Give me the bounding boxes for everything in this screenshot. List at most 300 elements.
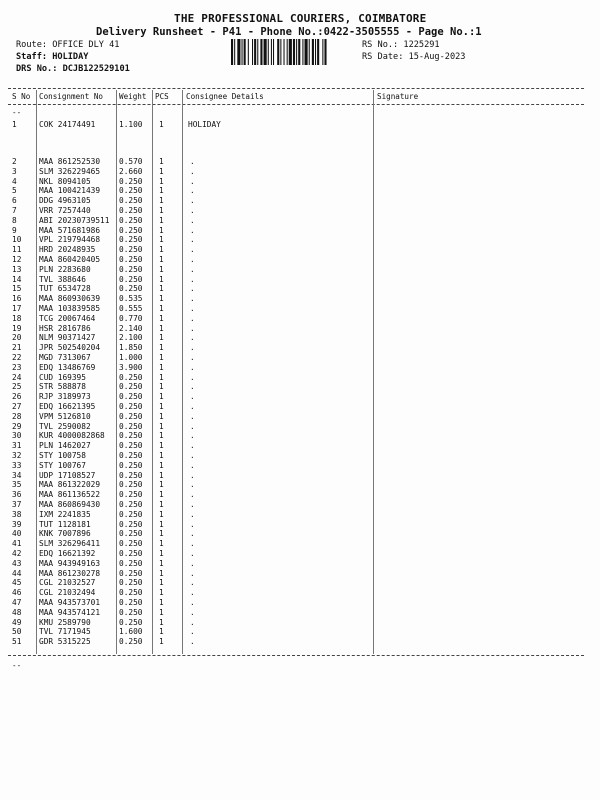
cell-pcs: 1 xyxy=(159,568,164,578)
table-row xyxy=(0,363,600,373)
cell-sno: 51 xyxy=(12,637,22,647)
cell-weight: 0.250 xyxy=(119,519,143,529)
cell-weight: 0.250 xyxy=(119,382,143,392)
cell-consignment: MGD 7313067 xyxy=(39,353,91,362)
cell-weight: 0.250 xyxy=(119,509,143,519)
table-row xyxy=(0,382,600,392)
barcode-bar xyxy=(244,39,246,65)
cell-sno: 12 xyxy=(12,255,22,264)
cell-consignee-mark: . xyxy=(190,431,195,441)
cell-consignment: TVL 388646 xyxy=(39,274,86,284)
cell-pcs: 1 xyxy=(159,588,164,598)
cell-consignment: MAA 860930639 xyxy=(39,294,101,304)
cell-consignee-mark: . xyxy=(190,215,195,225)
table-row xyxy=(0,186,600,196)
cell-consignee-mark: . xyxy=(190,411,195,421)
cell-pcs: 1 xyxy=(159,529,164,539)
cell-sno: 6 xyxy=(12,196,17,206)
barcode-bar xyxy=(257,39,258,65)
cell-consignment: EDQ 16621395 xyxy=(39,402,96,411)
cell-consignment: TUT 1128181 xyxy=(39,519,91,529)
cell-sno: 50 xyxy=(12,627,22,637)
barcode-bar xyxy=(309,39,310,65)
cell-sno: 7 xyxy=(12,206,17,215)
cell-weight: 0.535 xyxy=(119,294,143,304)
cell-weight: 0.250 xyxy=(119,186,143,196)
cell-weight: 1.100 xyxy=(119,120,143,129)
table-row xyxy=(0,529,600,539)
cell-consignment: MAA 861322029 xyxy=(39,480,101,490)
barcode-bar xyxy=(237,39,240,65)
cell-pcs: 1 xyxy=(159,441,164,451)
cell-weight: 0.250 xyxy=(119,411,143,421)
cell-weight: 0.250 xyxy=(119,372,143,382)
cell-pcs: 1 xyxy=(159,333,164,343)
cell-consignee-mark: . xyxy=(190,196,195,206)
cell-consignee-mark: . xyxy=(190,490,195,500)
table-row xyxy=(0,578,600,588)
table-row xyxy=(0,461,600,471)
cell-weight: 0.250 xyxy=(119,558,143,568)
table-row xyxy=(0,275,600,285)
table-row xyxy=(0,206,600,216)
cell-consignment: HRD 20248935 xyxy=(39,245,96,255)
cell-sno: 44 xyxy=(12,568,22,578)
cell-consignee-mark: . xyxy=(190,166,195,176)
rs-date: RS Date: 15-Aug-2023 xyxy=(362,52,466,62)
table-row xyxy=(0,167,600,177)
table-row xyxy=(0,196,600,206)
table-row xyxy=(0,637,600,647)
cell-sno: 1 xyxy=(12,120,17,129)
cell-consignee-mark: . xyxy=(190,157,195,166)
cell-consignment: KNK 7007896 xyxy=(39,529,91,539)
cell-consignee-mark: . xyxy=(190,323,195,333)
cell-weight: 0.250 xyxy=(119,215,143,225)
cell-consignee-mark: . xyxy=(190,225,195,235)
cell-pcs: 1 xyxy=(159,166,164,176)
barcode-bar xyxy=(252,39,253,65)
cell-consignment: SLM 326229465 xyxy=(39,166,101,176)
cell-pcs: 1 xyxy=(159,284,164,294)
barcode-bar xyxy=(296,39,297,65)
table-row xyxy=(0,333,600,343)
table-row xyxy=(0,559,600,569)
barcode-bar xyxy=(324,39,326,65)
cell-pcs: 1 xyxy=(159,607,164,617)
table-row xyxy=(0,490,600,500)
cell-weight: 3.900 xyxy=(119,362,143,372)
table-row xyxy=(0,608,600,618)
cell-pcs: 1 xyxy=(159,186,164,196)
table-row xyxy=(0,471,600,481)
table-row xyxy=(0,314,600,324)
cell-pcs: 1 xyxy=(159,120,164,129)
cell-pcs: 1 xyxy=(159,558,164,568)
cell-consignee-mark: . xyxy=(190,451,195,460)
cell-sno: 2 xyxy=(12,157,17,166)
cell-weight: 0.250 xyxy=(119,549,143,558)
cell-consignment: MAA 943949163 xyxy=(39,558,101,568)
cell-consignee-mark: . xyxy=(190,362,195,372)
cell-consignment: UDP 17108527 xyxy=(39,470,96,480)
table-row xyxy=(0,627,600,637)
cell-pcs: 1 xyxy=(159,176,164,186)
bottom-marker: -- xyxy=(12,661,22,670)
cell-sno: 48 xyxy=(12,607,22,617)
cell-weight: 0.250 xyxy=(119,206,143,215)
cell-sno: 10 xyxy=(12,235,22,245)
cell-consignment: KMU 2589790 xyxy=(39,617,91,627)
cell-sno: 49 xyxy=(12,617,22,627)
cell-pcs: 1 xyxy=(159,509,164,519)
cell-weight: 1.000 xyxy=(119,353,143,362)
cell-consignee-mark: . xyxy=(190,480,195,490)
barcode-bar xyxy=(268,39,269,65)
cell-sno: 45 xyxy=(12,578,22,588)
cell-consignee-mark: . xyxy=(190,441,195,451)
cell-sno: 19 xyxy=(12,323,22,333)
header-bottom-rule xyxy=(8,104,584,105)
table-row xyxy=(0,265,600,275)
cell-weight: 0.250 xyxy=(119,264,143,274)
cell-weight: 0.570 xyxy=(119,157,143,166)
cell-weight: 0.250 xyxy=(119,578,143,588)
cell-pcs: 1 xyxy=(159,353,164,362)
cell-sno: 14 xyxy=(12,274,22,284)
route-label: Route: OFFICE DLY 41 xyxy=(16,40,120,50)
table-bottom-rule xyxy=(8,655,584,656)
cell-sno: 9 xyxy=(12,225,17,235)
runsheet-subtitle: Delivery Runsheet - P41 - Phone No.:0422-3505555 - Page No.:1 xyxy=(96,26,482,38)
cell-pcs: 1 xyxy=(159,313,164,323)
barcode-bar xyxy=(254,39,256,65)
cell-consignee-mark: . xyxy=(190,284,195,294)
cell-sno: 36 xyxy=(12,490,22,500)
cell-consignee-mark: . xyxy=(190,235,195,245)
barcode-bar xyxy=(293,39,295,65)
cell-consignment: PLN 2283680 xyxy=(39,264,91,274)
cell-sno: 15 xyxy=(12,284,22,294)
cell-consignee-mark: . xyxy=(190,421,195,431)
rs-number: RS No.: 1225291 xyxy=(362,40,440,50)
barcode-bar xyxy=(315,39,316,65)
cell-sno: 23 xyxy=(12,362,22,372)
cell-weight: 0.250 xyxy=(119,607,143,617)
cell-consignee-mark: . xyxy=(190,460,195,470)
cell-weight: 0.250 xyxy=(119,490,143,500)
barcode-bar xyxy=(260,39,262,65)
cell-weight: 0.770 xyxy=(119,313,143,323)
cell-consignee-mark: . xyxy=(190,313,195,323)
cell-consignee-mark: . xyxy=(190,186,195,196)
barcode-bar xyxy=(322,39,323,65)
col-consignment: Consignment No xyxy=(39,92,104,101)
cell-consignment: PLN 1462027 xyxy=(39,441,91,451)
cell-weight: 0.250 xyxy=(119,529,143,539)
table-row xyxy=(0,510,600,520)
cell-sno: 21 xyxy=(12,343,22,353)
col-sno: S No xyxy=(12,92,31,101)
cell-sno: 37 xyxy=(12,500,22,509)
cell-pcs: 1 xyxy=(159,264,164,274)
cell-sno: 33 xyxy=(12,460,22,470)
cell-sno: 31 xyxy=(12,441,22,451)
cell-pcs: 1 xyxy=(159,382,164,392)
cell-consignee-mark: . xyxy=(190,264,195,274)
cell-pcs: 1 xyxy=(159,362,164,372)
cell-consignee-mark: . xyxy=(190,176,195,186)
cell-consignee-mark: . xyxy=(190,607,195,617)
cell-consignment: KUR 4000082868 xyxy=(39,431,105,441)
cell-sno: 42 xyxy=(12,549,22,558)
cell-consignment: EDQ 16621392 xyxy=(39,549,96,558)
cell-consignment: IXM 2241835 xyxy=(39,509,91,519)
cell-sno: 43 xyxy=(12,558,22,568)
cell-sno: 20 xyxy=(12,333,22,343)
cell-consignee-mark: . xyxy=(190,343,195,353)
barcode-bar xyxy=(287,39,288,65)
cell-consignment: MAA 861230278 xyxy=(39,568,101,578)
cell-consignment: MAA 861136522 xyxy=(39,490,101,500)
cell-consignment: ABI 20230739511 xyxy=(39,215,110,225)
staff-label: Staff: HOLIDAY xyxy=(16,52,89,62)
barcode-bar xyxy=(305,39,308,65)
cell-pcs: 1 xyxy=(159,255,164,264)
cell-weight: 0.250 xyxy=(119,235,143,245)
cell-sno: 16 xyxy=(12,294,22,304)
table-row xyxy=(0,618,600,628)
cell-pcs: 1 xyxy=(159,549,164,558)
col-pcs: PCS xyxy=(155,92,169,101)
table-row xyxy=(0,451,600,461)
cell-consignee-mark: . xyxy=(190,333,195,343)
table-row xyxy=(0,412,600,422)
cell-consignment: NKL 8094105 xyxy=(39,176,91,186)
cell-sno: 18 xyxy=(12,313,22,323)
cell-sno: 47 xyxy=(12,598,22,607)
cell-consignment: STY 100758 xyxy=(39,451,86,460)
barcode-bar xyxy=(234,39,235,65)
cell-pcs: 1 xyxy=(159,157,164,166)
cell-weight: 0.250 xyxy=(119,470,143,480)
cell-pcs: 1 xyxy=(159,215,164,225)
cell-pcs: 1 xyxy=(159,235,164,245)
cell-consignee-mark: . xyxy=(190,470,195,480)
cell-sno: 8 xyxy=(12,215,17,225)
cell-consignee-mark: . xyxy=(190,519,195,529)
cell-pcs: 1 xyxy=(159,392,164,402)
table-row xyxy=(0,520,600,530)
cell-consignment: TUT 6534728 xyxy=(39,284,91,294)
col-consignee: Consignee Details xyxy=(186,92,264,101)
cell-sno: 39 xyxy=(12,519,22,529)
cell-consignment: RJP 3189973 xyxy=(39,392,91,402)
cell-consignment: MAA 100421439 xyxy=(39,186,101,196)
barcode-bar xyxy=(248,39,249,65)
cell-pcs: 1 xyxy=(159,617,164,627)
company-title: THE PROFESSIONAL COURIERS, COIMBATORE xyxy=(174,12,427,25)
cell-weight: 0.250 xyxy=(119,196,143,206)
cell-consignment: MAA 861252530 xyxy=(39,157,101,166)
table-row xyxy=(0,216,600,226)
table-row-first xyxy=(0,120,600,130)
cell-weight: 0.250 xyxy=(119,255,143,264)
cell-consignee-mark: . xyxy=(190,372,195,382)
cell-sno: 27 xyxy=(12,402,22,411)
cell-consignment: NLM 90371427 xyxy=(39,333,96,343)
cell-pcs: 1 xyxy=(159,539,164,549)
cell-weight: 1.600 xyxy=(119,627,143,637)
cell-sno: 3 xyxy=(12,166,17,176)
cell-pcs: 1 xyxy=(159,598,164,607)
cell-consignee-mark: . xyxy=(190,598,195,607)
cell-sno: 29 xyxy=(12,421,22,431)
cell-consignment: VPM 5126810 xyxy=(39,411,91,421)
cell-consignment: VPL 219794468 xyxy=(39,235,101,245)
cell-consignee-mark: . xyxy=(190,588,195,598)
barcode-bar xyxy=(312,39,314,65)
cell-pcs: 1 xyxy=(159,431,164,441)
table-row xyxy=(0,304,600,314)
barcode-bar xyxy=(264,39,267,65)
cell-weight: 0.250 xyxy=(119,480,143,490)
cell-consignee-mark: . xyxy=(190,255,195,264)
cell-weight: 0.555 xyxy=(119,304,143,313)
cell-sno: 13 xyxy=(12,264,22,274)
cell-consignee-mark: . xyxy=(190,637,195,647)
cell-consignment: MAA 571681986 xyxy=(39,225,101,235)
cell-consignment: COK 24174491 xyxy=(39,120,96,129)
cell-consignee-mark: . xyxy=(190,294,195,304)
cell-weight: 0.250 xyxy=(119,598,143,607)
cell-sno: 35 xyxy=(12,480,22,490)
cell-sno: 17 xyxy=(12,304,22,313)
cell-consignment: MAA 943573701 xyxy=(39,598,101,607)
cell-weight: 0.250 xyxy=(119,588,143,598)
table-row xyxy=(0,549,600,559)
cell-consignee-mark: . xyxy=(190,304,195,313)
cell-weight: 0.250 xyxy=(119,284,143,294)
table-row xyxy=(0,441,600,451)
cell-weight: 0.250 xyxy=(119,431,143,441)
cell-weight: 0.250 xyxy=(119,500,143,509)
barcode-bar xyxy=(289,39,292,65)
cell-consignment: STY 100767 xyxy=(39,460,86,470)
cell-sno: 26 xyxy=(12,392,22,402)
cell-weight: 0.250 xyxy=(119,617,143,627)
cell-consignee-mark: . xyxy=(190,617,195,627)
col-signature: Signature xyxy=(377,92,419,101)
barcode-bar xyxy=(298,39,300,65)
table-row xyxy=(0,588,600,598)
header-top-rule xyxy=(8,88,584,89)
cell-sno: 11 xyxy=(12,245,22,255)
cell-consignment: STR 588878 xyxy=(39,382,86,392)
table-row xyxy=(0,235,600,245)
cell-consignment: DDG 4963105 xyxy=(39,196,91,206)
barcode-image xyxy=(231,39,355,65)
cell-weight: 2.660 xyxy=(119,166,143,176)
cell-consignment: CUD 169395 xyxy=(39,372,86,382)
cell-sno: 24 xyxy=(12,372,22,382)
table-row xyxy=(0,177,600,187)
table-row xyxy=(0,569,600,579)
cell-pcs: 1 xyxy=(159,304,164,313)
cell-weight: 0.250 xyxy=(119,421,143,431)
barcode-bar xyxy=(271,39,272,65)
cell-weight: 1.850 xyxy=(119,343,143,353)
cell-weight: 0.250 xyxy=(119,637,143,647)
table-row xyxy=(0,226,600,236)
table-row xyxy=(0,294,600,304)
barcode-bar xyxy=(277,39,279,65)
cell-consignment: GDR 5315225 xyxy=(39,637,91,647)
cell-consignee-mark: . xyxy=(190,529,195,539)
cell-sno: 40 xyxy=(12,529,22,539)
table-row xyxy=(0,245,600,255)
table-row xyxy=(0,343,600,353)
table-row xyxy=(0,431,600,441)
cell-sno: 38 xyxy=(12,509,22,519)
cell-consignee-mark: . xyxy=(190,627,195,637)
cell-pcs: 1 xyxy=(159,637,164,647)
col-weight: Weight xyxy=(119,92,147,101)
cell-consignment: MAA 860420405 xyxy=(39,255,101,264)
barcode-bar xyxy=(302,39,303,65)
barcode-bar xyxy=(273,39,274,65)
cell-sno: 4 xyxy=(12,176,17,186)
cell-consignment: MAA 943574121 xyxy=(39,607,101,617)
cell-pcs: 1 xyxy=(159,294,164,304)
table-row xyxy=(0,402,600,412)
table-row xyxy=(0,392,600,402)
cell-consignment: MAA 103839585 xyxy=(39,304,101,313)
cell-consignee-mark: . xyxy=(190,500,195,509)
cell-weight: 0.250 xyxy=(119,460,143,470)
cell-consignment: EDQ 13486769 xyxy=(39,362,96,372)
cell-pcs: 1 xyxy=(159,411,164,421)
cell-consignee-mark: . xyxy=(190,274,195,284)
barcode-bar xyxy=(317,39,319,65)
cell-pcs: 1 xyxy=(159,196,164,206)
cell-weight: 0.250 xyxy=(119,274,143,284)
cell-pcs: 1 xyxy=(159,206,164,215)
table-row xyxy=(0,284,600,294)
cell-consignment: SLM 326296411 xyxy=(39,539,101,549)
cell-pcs: 1 xyxy=(159,372,164,382)
barcode-bar xyxy=(231,39,233,65)
cell-weight: 0.250 xyxy=(119,225,143,235)
cell-pcs: 1 xyxy=(159,490,164,500)
cell-weight: 0.250 xyxy=(119,392,143,402)
barcode-bar xyxy=(280,39,281,65)
cell-sno: 46 xyxy=(12,588,22,598)
cell-consignee-mark: . xyxy=(190,509,195,519)
table-row xyxy=(0,324,600,334)
barcode-bar xyxy=(284,39,285,65)
cell-pcs: 1 xyxy=(159,578,164,588)
cell-weight: 2.100 xyxy=(119,333,143,343)
cell-consignee: HOLIDAY xyxy=(188,120,221,129)
cell-sno: 34 xyxy=(12,470,22,480)
cell-pcs: 1 xyxy=(159,402,164,411)
cell-pcs: 1 xyxy=(159,627,164,637)
cell-consignee-mark: . xyxy=(190,558,195,568)
table-row xyxy=(0,255,600,265)
cell-pcs: 1 xyxy=(159,451,164,460)
cell-sno: 5 xyxy=(12,186,17,196)
